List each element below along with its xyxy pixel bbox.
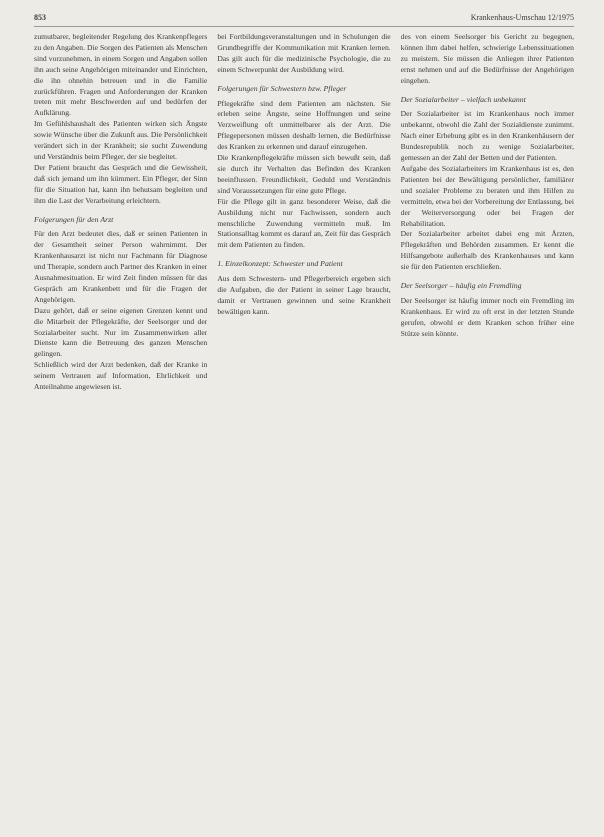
paragraph: Für den Arzt bedeutet dies, daß er seinen Patienten in der Gesamtheit seiner Person wahrnimmt. Der Krankenhausarzt ist nicht nur Fachmann für Diagnose und Therapie, sondern auch Partner des Kranken in einer Ausnahmesituation. Er wird Zeit finden müssen für das Gespräch am Krankenbett und für die Fragen der Angehörigen. [34,229,208,304]
page-header [34,12,574,27]
column-right [401,32,574,829]
text-columns [34,32,574,829]
paragraph: des von einem Seelsorger bis Gericht zu begegnen, können ihm dabei helfen, schwierige Lebenssituationen zu meistern. Sie müssen die Anliegen ihrer Patienten ernst nehmen und auf die Bedürfnisse der Angehörigen eingehen. [400,32,574,85]
journal-title: Krankenhaus-Umschau 12/1975 [470,13,574,22]
paragraph: bei Fortbildungsveranstaltungen und in Schulungen die Grundbegriffe der Kommunikation mit Kranken lernen. Das gilt auch für die medizinische Psychologie, die zu einem Schwerpunkt der Ausbildung wird. [217,32,391,74]
paragraph: Für die Pflege gilt in ganz besonderer Weise, daß die Ausbildung nicht nur Fachwissen, sondern auch menschliche Zuwendung vermitteln muß. Im Stationsalltag kommt es darauf an, Zeit für das Gespräch mit dem Patienten zu finden. [217,196,391,250]
paragraph: Aufgabe des Sozialarbeiters im Krankenhaus ist es, den Patienten bei der Bewältigung persönlicher, familiärer und sozialer Probleme zu beraten und ihm Hilfen zu vermitteln, etwa bei der Vorbereitung der Entlassung, bei der Weiterversorgung oder bei Fragen der Rehabilitation. [400,163,574,228]
section-heading: Folgerungen für den Arzt [34,214,114,224]
paragraph: Die Krankenpflegekräfte müssen sich bewußt sein, daß sie durch ihr Verhalten das Befinden des Kranken beeinflussen. Freundlichkeit, Geduld und Verständnis sind Voraussetzungen für eine gute Pflege. [217,153,391,195]
column-middle [217,32,390,829]
page-number: 853 [34,13,46,22]
paragraph: Dazu gehört, daß er seine eigenen Grenzen kennt und die Mitarbeit der Pflegekräfte, der Seelsorger und der Sozialarbeiter sucht. Nur im Zusammenwirken aller Dienste kann die Betreuung des ganzen Menschen gelingen. [34,305,208,359]
section-heading: Der Sozialarbeiter – vielfach unbekannt [400,94,526,104]
paragraph: Der Seelsorger ist häufig immer noch ein Fremdling im Krankenhaus. Er wird zu oft erst in der letzten Stunde gerufen, obwohl er dem Kranken schon früher eine Stütze sein könnte. [400,295,574,338]
paragraph: Im Gefühlshaushalt des Patienten wirken sich Ängste sowie Wünsche über die Zukunft aus. Die Persönlichkeit verändert sich in der Krankheit; sie sucht Zuwendung und Verständnis beim Pfleger, der sie begleitet. [34,119,208,161]
paragraph: Pflegekräfte sind dem Patienten am nächsten. Sie erleben seine Ängste, seine Hoffnungen und seine Verzweiflung oft unmittelbarer als der Arzt. Die Pflegepersonen müssen deshalb lernen, die Bedürfnisse des Kranken zu erkennen und darauf einzugehen. [217,98,391,152]
paragraph: Der Sozialarbeiter ist im Krankenhaus noch immer unbekannt, obwohl die Zahl der Sozialdienste zunimmt. Nach einer Erhebung gibt es in den Krankenhäusern der Bundesrepublik noch zu wenige Sozialarbeiter, gemessen an der Zahl der Betten und der Patienten. [400,109,574,163]
paragraph: Der Sozialarbeiter arbeitet dabei eng mit Ärzten, Pflegekräften und Behörden zusammen. Er kennt die Hilfsangebote außerhalb des Krankenhauses und kann sie für den Patienten erschließen. [400,229,574,272]
column-left [34,32,207,829]
section-heading: Der Seelsorger – häufig ein Fremdling [400,281,522,291]
paragraph: Der Patient braucht das Gespräch und die Gewissheit, daß sich jemand um ihn kümmert. Ein Pfleger, der Sinn für die Situation hat, kann ihn behutsam begleiten und ihm die Last der Verarbeitung erleichtern. [34,162,208,205]
paragraph: Aus dem Schwestern- und Pflegerbereich ergeben sich die Aufgaben, die der Patient in seiner Lage braucht, damit er Vertrauen gewinnen und seine Krankheit bewältigen kann. [217,274,391,316]
section-heading: Folgerungen für Schwestern bzw. Pfleger [217,83,347,93]
paragraph: Schließlich wird der Arzt bedenken, daß der Kranke in seinem Vertrauen auf Information, Ehrlichkeit und Anteilnahme angewiesen ist. [34,360,208,392]
section-heading: 1. Einzelkonzept: Schwester und Patient [217,259,343,269]
paragraph: zumutbarer, begleitender Regelung des Krankenpflegers zu den Angaben. Die Sorgen des Patienten als Menschen sind vorzunehmen, in einem Sorgen und Angaben sollen ihn auch seine Angehörigen miteinander und Einrichten, die ihn ohnehin betreuen und in die Familie zurückführen. Fragen und Anforderungen der Kranken treten mit mehr Beschwerden auf und bedürfen der Aufklärung. [34,32,208,118]
